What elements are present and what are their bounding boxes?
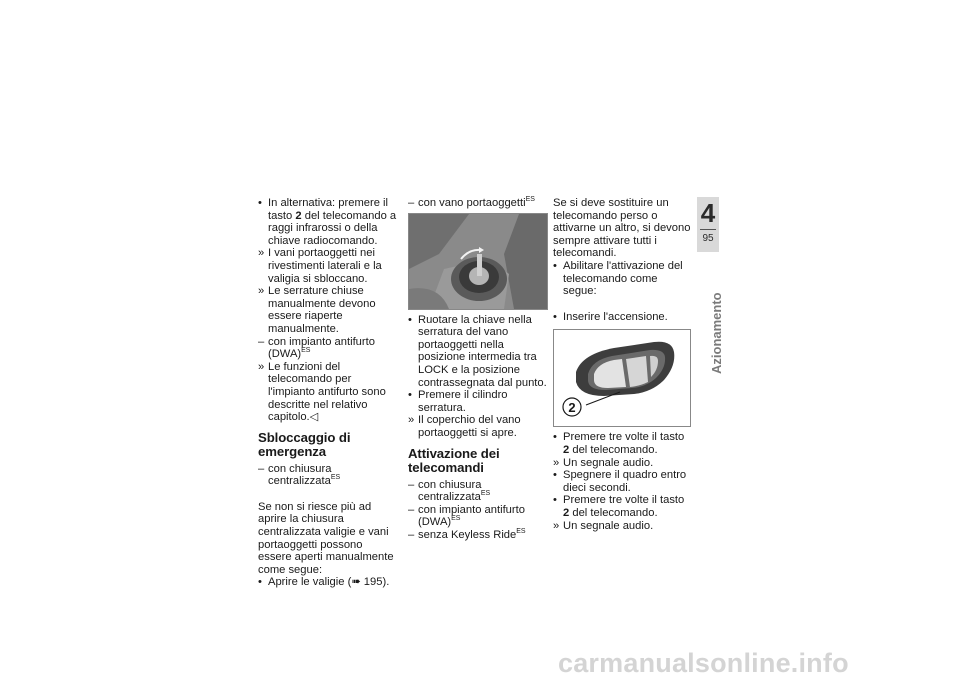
equipment-sup: ES <box>525 196 535 203</box>
step-text: Aprire le valigie ( <box>268 576 352 589</box>
equipment-note <box>408 504 548 529</box>
equipment-sup: ES <box>451 515 461 523</box>
step-text: Inserire l'accensione. <box>563 310 668 323</box>
dash-marker: – <box>408 197 415 209</box>
step-text: Ruotare la chiave nella serratura del vano portaoggetti nella posizione intermedia tra LOCK e la posizione contrassegnata dal punto. <box>418 313 547 389</box>
dash-marker: – <box>258 462 265 475</box>
equipment-sup: ES <box>516 527 526 535</box>
equipment-text: con vano portaoggetti <box>418 197 526 209</box>
chapter-divider <box>700 229 716 230</box>
step-text: In alternativa: premere il tasto <box>268 197 389 222</box>
list-item <box>258 247 398 285</box>
bullet-marker: • <box>258 197 262 209</box>
list-item <box>553 311 693 324</box>
equipment-text: con chiusura centralizzata <box>268 462 332 488</box>
list-item <box>553 457 693 470</box>
bullet-marker: • <box>258 576 262 589</box>
result-marker: » <box>553 519 560 532</box>
text-column-2 <box>408 197 548 542</box>
section-heading: Attivazione dei telecomandi <box>408 445 500 475</box>
page-number: 95 <box>702 233 714 244</box>
result-text: Un segnale audio. <box>563 456 654 469</box>
list-item <box>553 494 693 519</box>
list-item <box>553 520 693 533</box>
chapter-number: 4 <box>700 198 716 228</box>
step-text: Premere tre volte il tasto <box>563 494 685 507</box>
step-text: del telecomando. <box>569 443 658 456</box>
text-column-1 <box>258 197 398 589</box>
bullet-marker: • <box>553 431 557 444</box>
step-text: Spegnere il quadro entro dieci secondi. <box>563 469 687 494</box>
bullet-marker: • <box>408 313 412 326</box>
key-reference: 2 <box>563 506 570 519</box>
equipment-text: senza Keyless Ride <box>418 528 517 541</box>
paragraph: Se non si riesce più ad aprire la chiusura centralizzata valigie e vani portaoggetti possono essere aperti manualmente come segue: <box>258 500 394 576</box>
result-marker: » <box>258 360 265 373</box>
dash-marker: – <box>408 503 415 516</box>
bullet-marker: • <box>408 389 412 402</box>
watermark: carmanualsonline.info <box>558 648 849 678</box>
equipment-text: con chiusura centralizzata <box>418 478 482 504</box>
key-reference: 2 <box>295 209 302 222</box>
section-heading: Sbloccaggio di emergenza <box>258 429 351 459</box>
dash-marker: – <box>408 528 415 541</box>
result-text: Le serrature chiuse manualmente devono essere riaperte manualmente. <box>268 285 376 335</box>
equipment-note <box>258 336 398 361</box>
equipment-note <box>408 197 548 210</box>
bullet-marker: • <box>553 469 557 482</box>
result-marker: » <box>258 247 265 260</box>
list-item <box>553 431 693 456</box>
page-reference[interactable]: 195). <box>360 576 390 589</box>
equipment-text: con impianto antifurto (DWA) <box>418 503 525 529</box>
bullet-marker: • <box>553 310 557 323</box>
page-ref-arrow-icon: ➠ <box>351 576 361 589</box>
step-text: Premere il cilindro serratura. <box>418 389 508 414</box>
list-item <box>258 576 398 589</box>
equipment-note <box>258 463 398 488</box>
list-item <box>553 469 693 494</box>
result-marker: » <box>258 285 265 298</box>
equipment-sup: ES <box>330 474 341 482</box>
lock-photo <box>408 213 548 310</box>
result-text: Le funzioni del telecomando per l'impianto antifurto sono descritte nel relativo capitolo. <box>268 360 386 424</box>
result-text: Il coperchio del vano portaoggetti si apre. <box>418 414 521 439</box>
equipment-note <box>408 529 548 542</box>
list-item <box>258 285 398 335</box>
list-item <box>258 361 398 424</box>
step-text: Premere tre volte il tasto <box>563 431 685 444</box>
list-item <box>258 197 398 247</box>
equipment-sup: ES <box>480 490 491 498</box>
bullet-marker: • <box>553 259 557 272</box>
dash-marker: – <box>258 335 265 348</box>
section-end-icon: ◁ <box>309 411 319 424</box>
list-item <box>553 260 693 298</box>
result-text: I vani portaoggetti nei rivestimenti laterali e la valigia si sbloccano. <box>268 247 382 285</box>
remote-control-illustration <box>553 329 691 427</box>
bullet-marker: • <box>553 494 557 507</box>
result-text: Un segnale audio. <box>563 519 654 532</box>
result-marker: » <box>553 456 560 469</box>
figure-callout-label: 2 <box>568 400 576 416</box>
step-text: del telecomando. <box>569 506 658 519</box>
step-text: del telecomando a raggi infrarossi o della chiave radiocomando. <box>268 209 397 247</box>
chapter-title: Azionamento <box>709 292 724 374</box>
result-marker: » <box>408 414 415 427</box>
equipment-text: con impianto antifurto (DWA) <box>268 335 375 361</box>
dash-marker: – <box>408 478 415 491</box>
step-text: Abilitare l'attivazione del telecomando come segue: <box>563 259 683 298</box>
paragraph: Se si deve sostituire un telecomando perso o attivarne un altro, si devono sempre attivare tutti i telecomandi. <box>553 197 691 260</box>
key-reference: 2 <box>563 443 570 456</box>
list-item <box>408 414 548 439</box>
equipment-note <box>408 479 548 504</box>
list-item <box>408 314 548 390</box>
equipment-sup: ES <box>301 347 311 355</box>
text-column-3 <box>553 197 693 532</box>
list-item <box>408 389 548 414</box>
